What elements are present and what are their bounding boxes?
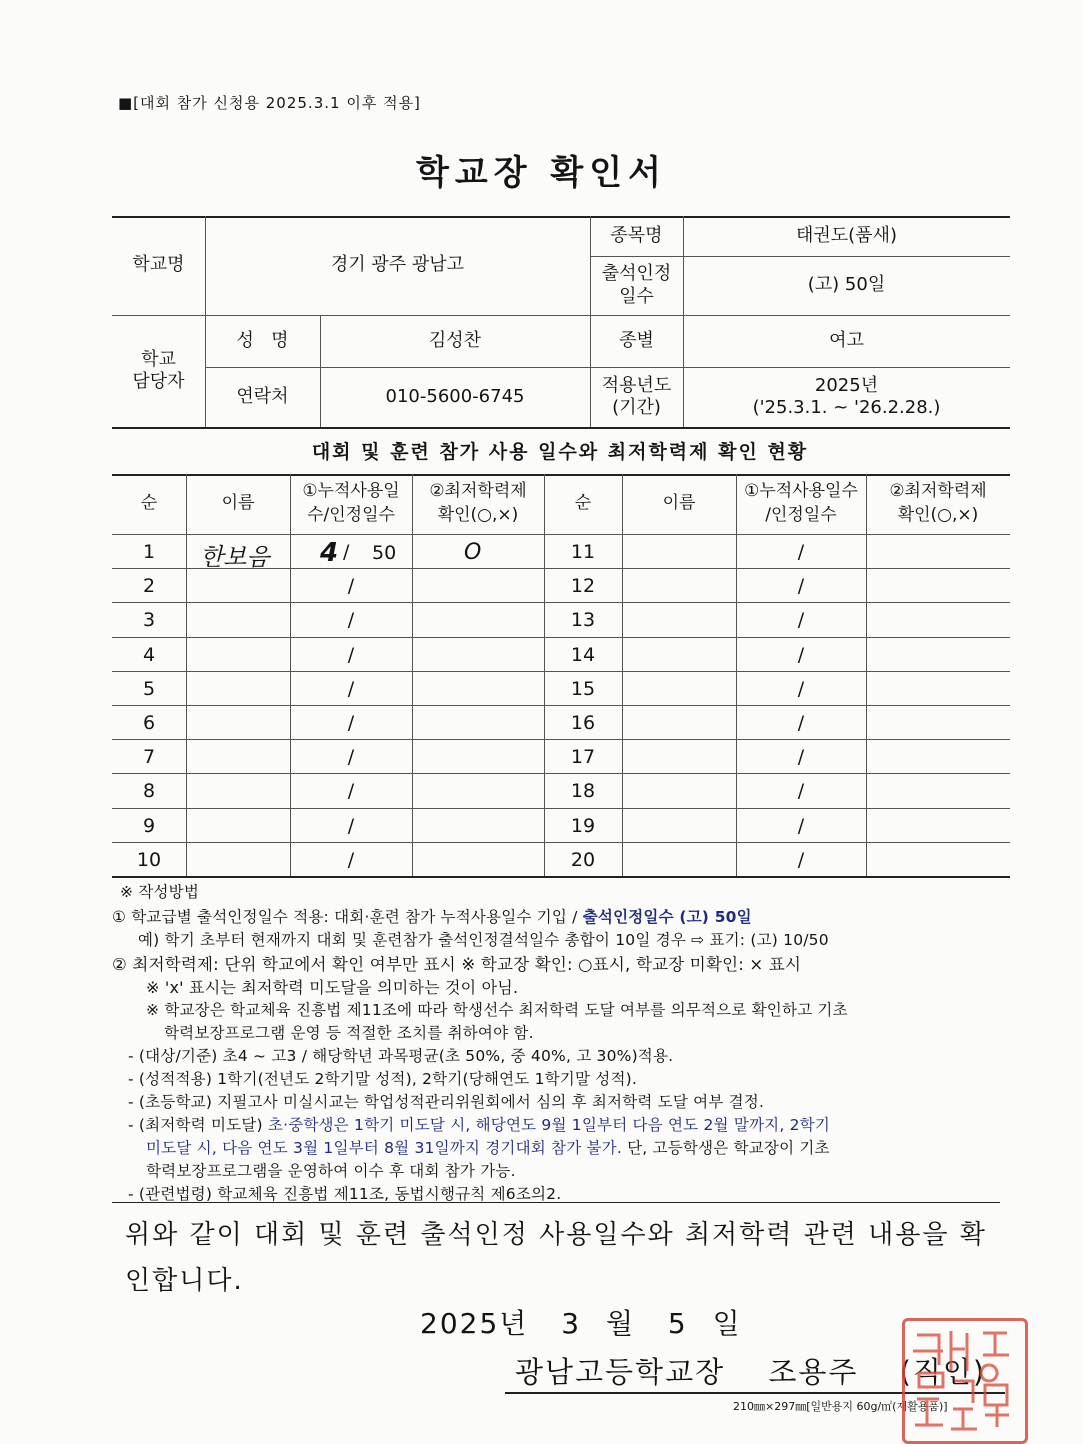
principal-name: 조용주 bbox=[768, 1355, 859, 1389]
row-number-right: 18 bbox=[570, 780, 596, 803]
divider bbox=[622, 474, 623, 876]
row-number-left: 3 bbox=[142, 609, 156, 632]
status-heading: 대회 및 훈련 참가 사용 일수와 최저학력제 확인 현황 bbox=[311, 441, 809, 463]
detail-min-academic-2 bbox=[146, 1136, 830, 1158]
row-number-right: 15 bbox=[570, 677, 596, 700]
row-number-left: 4 bbox=[142, 643, 156, 666]
days-slash-left: / bbox=[347, 643, 355, 666]
detail-target: - (대상/기준) 초4 ~ 고3 / 해당학년 과목평균(초 50%, 중 40%, 고 30%)적용. bbox=[128, 1047, 674, 1065]
attendance-label-line2: 일수 bbox=[619, 285, 654, 307]
note-3b: 학력보장프로그램 운영 등 적절한 조치를 취하여야 함. bbox=[164, 1024, 534, 1042]
days-slash-right: / bbox=[797, 541, 805, 563]
row1-name-handwritten: 한보음 bbox=[200, 543, 270, 571]
contact-label-line2: 담당자 bbox=[132, 371, 185, 392]
row-number-left: 10 bbox=[136, 848, 162, 871]
seal-mark: (직인) bbox=[899, 1355, 987, 1389]
detail-law: - (관련법령) 학교체육 진흥법 제11조, 동법시행규칙 제6조의2. bbox=[128, 1185, 562, 1203]
detail-min-academic-3: 학력보장프로그램을 운영하여 이수 후 대회 참가 가능. bbox=[146, 1162, 516, 1180]
row-number-left: 2 bbox=[142, 575, 156, 598]
detail-grades: - (성적적용) 1학기(전년도 2학기말 성적), 2학기(당해연도 1학기말 성적). bbox=[128, 1070, 637, 1088]
grid-row-line bbox=[112, 671, 1010, 672]
detail-elementary: - (초등학교) 지필고사 미실시교는 학업성적관리위원회에서 심의 후 최저학력 도달 여부 결정. bbox=[128, 1093, 765, 1111]
row-number-right: 14 bbox=[570, 643, 596, 666]
sign-year: 2025년 bbox=[420, 1307, 529, 1340]
divider bbox=[866, 474, 867, 876]
row1-slash: / bbox=[343, 541, 350, 563]
sport-label: 종목명 bbox=[610, 224, 663, 246]
days-slash-left: / bbox=[347, 780, 355, 803]
row-number-right: 19 bbox=[570, 814, 596, 837]
detail-min-academic-tail: 단, 고등학생은 학교장이 기초 bbox=[622, 1139, 830, 1157]
period-label bbox=[590, 367, 683, 427]
school-value: 경기 광주 광남고 bbox=[330, 254, 465, 276]
row1-used-days: 4 bbox=[320, 538, 339, 568]
col-header-days-right-line1: ①누적사용일수 bbox=[744, 481, 858, 501]
period-label-line2: (기간) bbox=[612, 397, 661, 418]
days-slash-left: / bbox=[347, 677, 355, 700]
grid-row-line bbox=[112, 705, 1010, 706]
sign-month-unit: 월 bbox=[605, 1307, 636, 1340]
grid-row-line bbox=[112, 808, 1010, 809]
days-slash-right: / bbox=[797, 780, 805, 803]
days-slash-right: / bbox=[797, 643, 805, 666]
note-1-example: 예) 학기 초부터 현재까지 대회 및 훈련참가 출석인정결석일수 총합이 10일 경우 ⇨ 표기: (고) 10/50 bbox=[138, 931, 829, 949]
notes-bottom-rule bbox=[112, 1202, 1000, 1203]
col-header-academic-right bbox=[866, 480, 1010, 528]
col-header-days bbox=[290, 480, 412, 528]
col-header-academic-line1: ②최저학력제 bbox=[429, 481, 527, 501]
row-number-left: 8 bbox=[142, 780, 156, 803]
sign-month: 3 bbox=[561, 1307, 582, 1340]
period-value bbox=[683, 367, 1010, 427]
row-number-right: 13 bbox=[570, 609, 596, 632]
col-header-academic bbox=[412, 480, 544, 528]
confirmation-text: 위와 같이 대회 및 훈련 출석인정 사용일수와 최저학력 관련 내용을 확인합니다. bbox=[125, 1220, 987, 1296]
note-2: ② 최저학력제: 단위 학교에서 확인 여부만 표시 ※ 학교장 확인: ○표시, 학교장 미확인: × 표시 bbox=[112, 955, 802, 974]
principal-title: 광남고등학교장 bbox=[515, 1355, 726, 1389]
row1-academic-check: O bbox=[464, 540, 482, 565]
official-seal bbox=[899, 1318, 1028, 1444]
col-header-no-right: 순 bbox=[574, 493, 592, 513]
days-slash-right: / bbox=[797, 814, 805, 837]
grid-row-line bbox=[112, 602, 1010, 603]
days-slash-left: / bbox=[347, 814, 355, 837]
col-header-name-right: 이름 bbox=[662, 493, 696, 513]
days-slash-right: / bbox=[797, 848, 805, 871]
category-label: 종별 bbox=[619, 329, 654, 351]
grid-header-rule bbox=[112, 534, 1010, 535]
seal-pattern bbox=[905, 1321, 1019, 1435]
divider bbox=[186, 474, 187, 876]
days-slash-right: / bbox=[797, 712, 805, 734]
note-2-x: ※ 'x' 표시는 최저학력 미도달을 의미하는 것이 아님. bbox=[146, 978, 519, 997]
grid-row-line bbox=[112, 773, 1010, 774]
sign-day-unit: 일 bbox=[712, 1307, 742, 1340]
phone-value: 010-5600-6745 bbox=[385, 385, 525, 407]
grid-row-line bbox=[112, 842, 1010, 843]
detail-min-academic bbox=[128, 1113, 830, 1135]
detail-min-academic-blue2: 미도달 시, 다음 연도 3월 1일부터 8월 31일까지 경기대회 참가 불가. bbox=[146, 1139, 622, 1157]
col-header-academic-right-line1: ②최저학력제 bbox=[889, 481, 987, 501]
phone-label: 연락처 bbox=[236, 385, 289, 407]
detail-min-academic-blue1: 초·중학생은 1학기 미도달 시, 해당연도 9월 1일부터 다음 연도 2월 말까지, 2학기 bbox=[267, 1116, 830, 1134]
note-1-text: ① 학교급별 출석인정일수 적용: 대회·훈련 참가 누적사용일수 기입 / bbox=[112, 908, 583, 926]
days-slash-left: / bbox=[347, 712, 355, 734]
days-slash-left: / bbox=[347, 848, 355, 871]
days-slash-left: / bbox=[347, 609, 355, 632]
sign-day: 5 bbox=[667, 1307, 688, 1340]
col-header-days-right bbox=[736, 480, 866, 528]
col-header-days-right-line2: /인정일수 bbox=[765, 504, 837, 525]
note-3a: ※ 학교장은 학교체육 진흥법 제11조에 따라 학생선수 최저학력 도달 여부를 의무적으로 확인하고 기초 bbox=[146, 1001, 848, 1019]
sign-date bbox=[420, 1302, 742, 1342]
period-value-year: 2025년 bbox=[814, 374, 879, 396]
detail-min-academic-label: - (최저학력 미도달) bbox=[128, 1116, 268, 1134]
grid-bottom-rule bbox=[112, 876, 1010, 878]
grid-row-line bbox=[112, 739, 1010, 740]
days-slash-right: / bbox=[797, 575, 805, 598]
days-slash-right: / bbox=[797, 677, 805, 700]
col-header-no: 순 bbox=[140, 493, 158, 513]
row-number-right: 20 bbox=[570, 848, 596, 871]
days-slash-left: / bbox=[347, 746, 355, 769]
header-note: ■[대회 참가 신청용 2025.3.1 이후 적용] bbox=[118, 94, 421, 112]
row-number-right: 16 bbox=[570, 712, 596, 734]
row-number-left: 7 bbox=[142, 746, 156, 769]
row-number-left: 5 bbox=[142, 677, 156, 700]
grid-row-line bbox=[112, 637, 1010, 638]
days-slash-right: / bbox=[797, 746, 805, 769]
col-header-academic-right-line2: 확인(○,×) bbox=[897, 504, 979, 525]
days-slash-left: / bbox=[347, 575, 355, 598]
contact-label bbox=[112, 315, 205, 427]
divider bbox=[412, 474, 413, 876]
row-number-right: 12 bbox=[570, 575, 596, 598]
row-number-left: 9 bbox=[142, 814, 156, 837]
school-label: 학교명 bbox=[132, 254, 185, 276]
category-value: 여고 bbox=[829, 329, 864, 351]
col-header-name: 이름 bbox=[221, 493, 255, 513]
contact-label-line1: 학교 bbox=[141, 348, 176, 370]
page-title: 학교장 확인서 bbox=[416, 153, 667, 193]
paper-spec: 210㎜×297㎜[일반용지 60g/㎡(재활용품)] bbox=[733, 1400, 948, 1413]
name-label: 성 명 bbox=[236, 329, 289, 351]
attendance-value: (고) 50일 bbox=[807, 274, 886, 296]
note-1-emphasis: 출석인정일수 (고) 50일 bbox=[582, 908, 752, 926]
attendance-label-line1: 출석인정 bbox=[601, 263, 672, 284]
period-label-line1: 적용년도 bbox=[601, 374, 672, 396]
col-header-days-line1: ①누적사용일 bbox=[302, 481, 400, 501]
grid-top-rule bbox=[112, 474, 1010, 476]
attendance-label bbox=[590, 256, 683, 315]
divider bbox=[112, 427, 1010, 429]
row-number-left: 6 bbox=[142, 712, 156, 734]
row1-total-days: 50 bbox=[372, 542, 397, 564]
row-number-right: 11 bbox=[570, 541, 596, 563]
period-value-range: ('25.3.1. ~ '26.2.28.) bbox=[752, 397, 941, 418]
row-number-left: 1 bbox=[142, 541, 156, 563]
days-slash-right: / bbox=[797, 609, 805, 632]
note-1 bbox=[112, 905, 752, 927]
sport-value: 태권도(품새) bbox=[796, 224, 897, 246]
row-number-right: 17 bbox=[570, 746, 596, 769]
col-header-days-line2: 수/인정일수 bbox=[307, 504, 395, 525]
name-value: 김성찬 bbox=[428, 329, 482, 351]
method-heading: ※ 작성방법 bbox=[120, 883, 200, 901]
col-header-academic-line2: 확인(○,×) bbox=[437, 504, 519, 525]
